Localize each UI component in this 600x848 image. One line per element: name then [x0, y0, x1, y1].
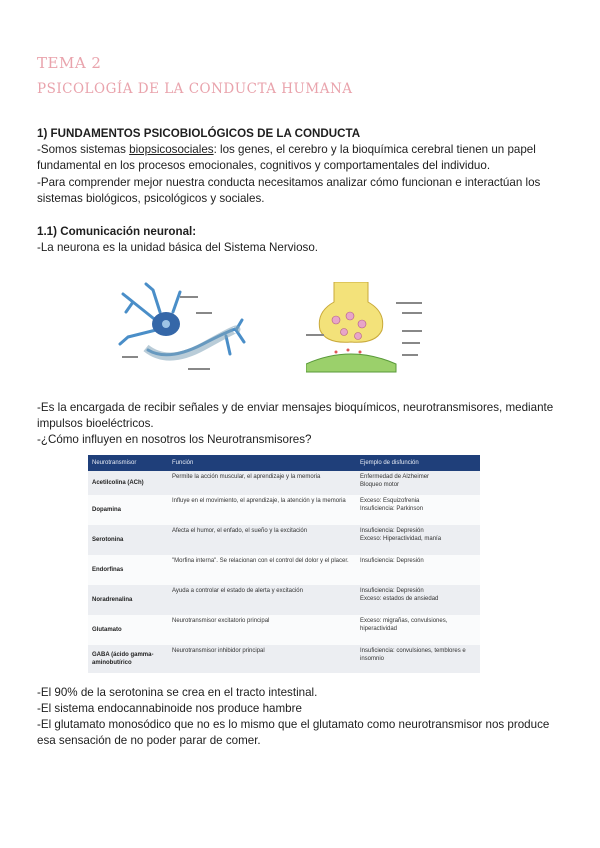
table-cell: Insuficiencia: convulsiones, temblores e insomnio — [356, 645, 480, 673]
table-cell: Enfermedad de Alzheimer Bloqueo motor — [356, 471, 480, 495]
note-glutamate: -El glutamato monosódico que no es lo mismo que el glutamato como neurotransmisor nos produce esa sensación de no poder parar de comer. — [37, 718, 550, 747]
table-row — [88, 585, 480, 615]
table-cell: Neurotransmisor inhibidor principal — [168, 645, 356, 673]
neurotransmitter-table — [88, 455, 480, 673]
table-cell: Ayuda a controlar el estado de alerta y excitación — [168, 585, 356, 615]
table-cell: Insuficiencia: Depresión Exceso: Hiperactividad, manía — [356, 525, 480, 555]
table-cell: Dopamina — [88, 495, 168, 525]
paragraph-neuron: -La neurona es la unidad básica del Sistema Nervioso. — [37, 241, 318, 254]
paragraph-biopsychosocial: -Somos sistemas biopsicosociales: los genes, el cerebro y la bioquímica cerebral tienen un papel fundamental en los procesos emocionales, cognitivos y comportamentales del individuo. — [37, 143, 536, 172]
table-cell: Neurotransmisor excitatorio principal — [168, 615, 356, 645]
page-title: PSICOLOGÍA DE LA CONDUCTA HUMANA — [37, 81, 353, 97]
table-header-row — [88, 455, 480, 471]
table-cell: Glutamato — [88, 615, 168, 645]
table-row — [88, 555, 480, 585]
note-serotonin: -El 90% de la serotonina se crea en el tracto intestinal. — [37, 686, 318, 699]
table-cell: Endorfinas — [88, 555, 168, 585]
table-cell: Acetilcolina (ACh) — [88, 471, 168, 495]
column-header: Ejemplo de disfunción — [356, 455, 480, 471]
table-cell: Exceso: Esquizofrenia Insuficiencia: Parkinson — [356, 495, 480, 525]
table-row — [88, 471, 480, 495]
note-endocannabinoid: -El sistema endocannabinoide nos produce hambre — [37, 702, 302, 715]
neuron-illustration — [118, 282, 246, 380]
paragraph-systems: -Para comprender mejor nuestra conducta necesitamos analizar cómo funcionan e interactúan los sistemas biológicos, psicológicos y sociales. — [37, 176, 541, 205]
table-cell: GABA (ácido gamma-aminobutírico — [88, 645, 168, 673]
table-row — [88, 525, 480, 555]
subsection-heading: 1.1) Comunicación neuronal: — [37, 225, 197, 238]
section-heading: 1) FUNDAMENTOS PSICOBIOLÓGICOS DE LA CONDUCTA — [37, 127, 361, 140]
column-header: Neurotransmisor — [88, 455, 168, 471]
table-cell: Insuficiencia: Depresión — [356, 555, 480, 585]
table-cell: Serotonina — [88, 525, 168, 555]
table-cell: "Morfina interna". Se relacionan con el control del dolor y el placer. — [168, 555, 356, 585]
table-cell: Noradrenalina — [88, 585, 168, 615]
table-row — [88, 495, 480, 525]
table-row — [88, 615, 480, 645]
paragraph-question: -¿Cómo influyen en nosotros los Neurotransmisores? — [37, 433, 312, 446]
column-header: Función — [168, 455, 356, 471]
table-cell: Insuficiencia: Depresión Exceso: estados de ansiedad — [356, 585, 480, 615]
synapse-illustration — [306, 282, 430, 382]
paragraph-neuron-function: -Es la encargada de recibir señales y de enviar mensajes bioquímicos, neurotransmisores, mediante impulsos bioeléctricos. — [37, 401, 554, 430]
tema-label: TEMA 2 — [37, 54, 102, 72]
table-cell: Influye en el movimiento, el aprendizaje, la atención y la memoria — [168, 495, 356, 525]
table-cell: Permite la acción muscular, el aprendizaje y la memoria — [168, 471, 356, 495]
table-row — [88, 645, 480, 673]
table-cell: Afecta el humor, el enfado, el sueño y la excitación — [168, 525, 356, 555]
table-cell: Exceso: migrañas, convulsiones, hiperactividad — [356, 615, 480, 645]
